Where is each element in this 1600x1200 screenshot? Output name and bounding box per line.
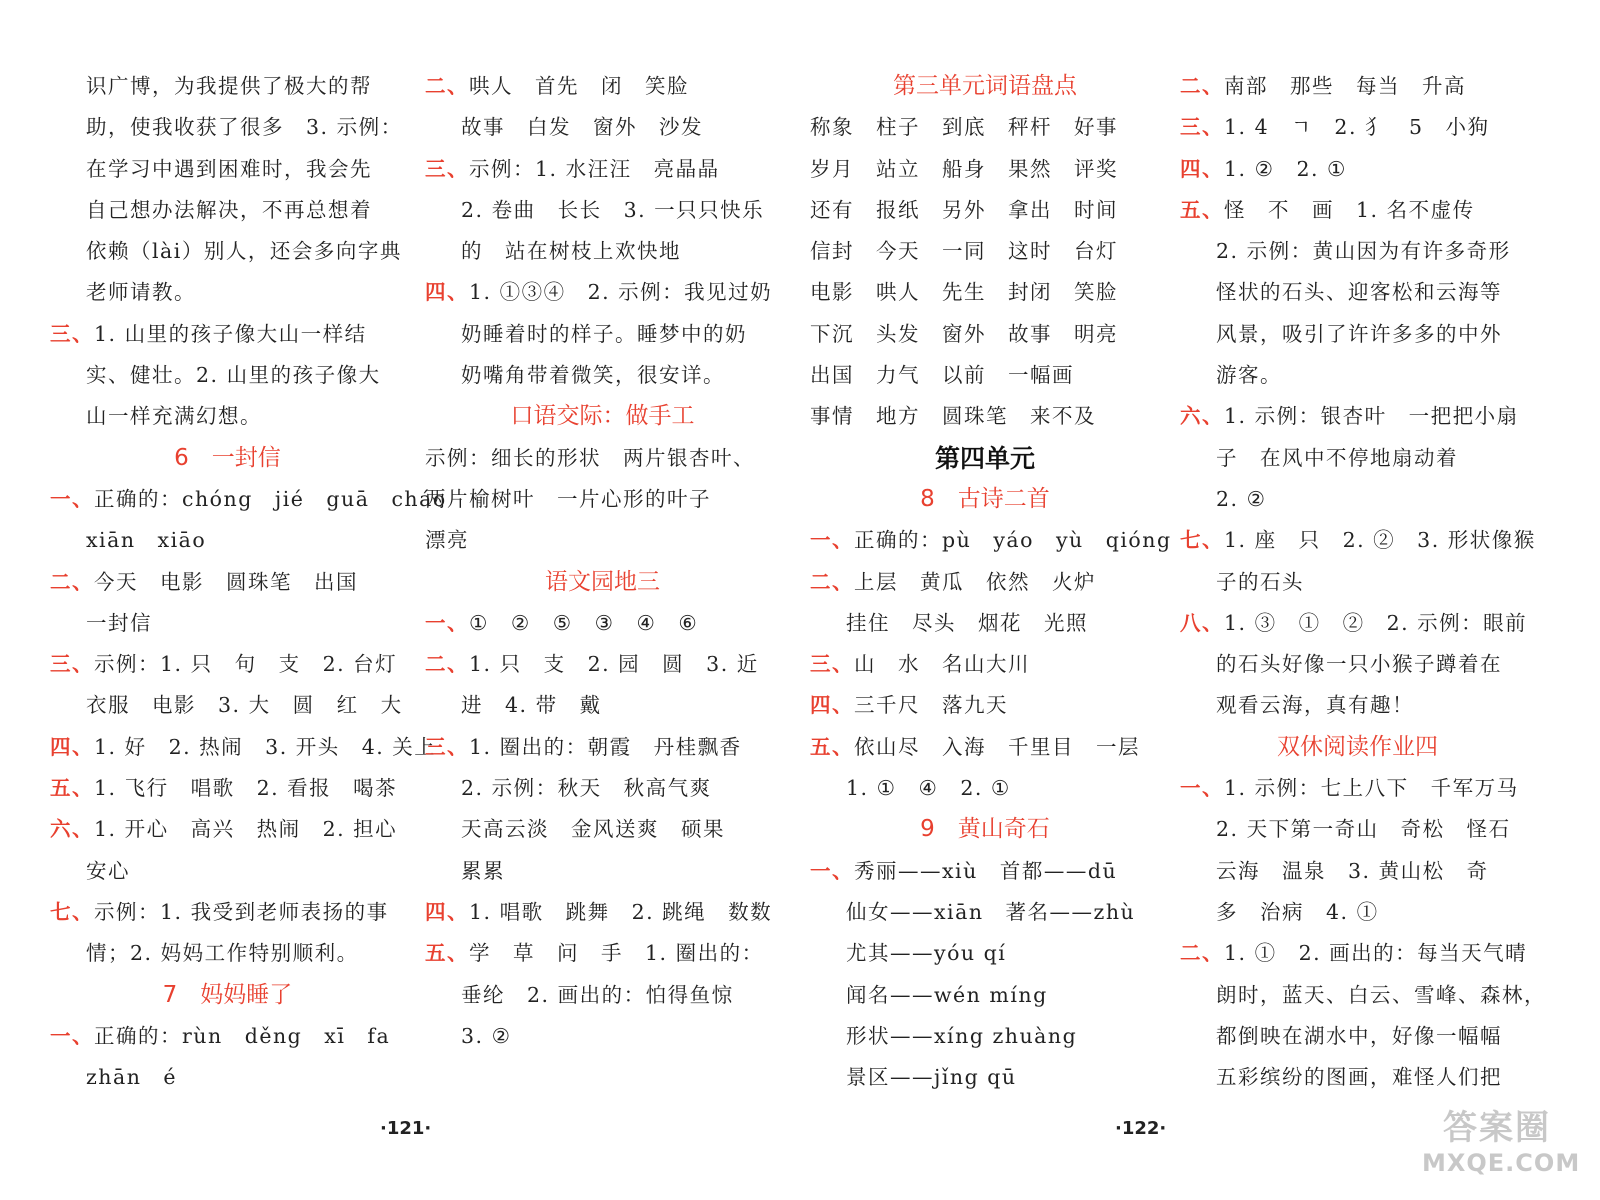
answer-line <box>425 355 780 396</box>
item-marker: 五、 <box>810 734 854 759</box>
answer-item <box>1180 190 1535 231</box>
answer-text: 示例：1. 水汪汪 亮晶晶 <box>469 156 720 181</box>
answer-text: 山一样充满幻想。 <box>86 404 262 429</box>
column-4 <box>1180 66 1546 1098</box>
item-marker: 三、 <box>1180 115 1224 140</box>
section-heading: 双休阅读作业四 <box>1277 733 1438 760</box>
answer-text: 2. 天下第一奇山 奇松 怪石 <box>1216 817 1511 842</box>
item-marker: 二、 <box>1180 941 1224 966</box>
answer-text: 仙女——xiān 著名——zhù <box>846 899 1136 924</box>
answer-text: 山 水 名山大川 <box>854 652 1030 677</box>
section-heading: 6 一封信 <box>174 444 281 471</box>
answer-text: 挂住 尽头 烟花 光照 <box>846 610 1088 635</box>
answer-line <box>1180 355 1535 396</box>
item-marker: 一、 <box>50 1023 94 1048</box>
answer-line <box>810 396 1160 437</box>
answer-text: 故事 白发 窗外 沙发 <box>461 115 703 140</box>
answer-text: 哄人 首先 闭 笑脸 <box>469 74 689 98</box>
answer-line <box>50 603 405 644</box>
answer-line <box>50 149 405 190</box>
answer-text: 1. ③ ① ② 2. 示例：眼前 <box>1224 610 1528 635</box>
answer-text: 多 治病 4. ① <box>1216 899 1379 924</box>
answer-text: 1. 飞行 唱歌 2. 看报 喝茶 <box>94 776 398 801</box>
answer-text: 电影 哄人 先生 封闭 笑脸 <box>810 280 1118 305</box>
item-marker: 二、 <box>425 74 469 98</box>
answer-text: 依赖（lài）别人，还会多向字典 <box>86 239 402 264</box>
answer-text: 称象 柱子 到底 秤杆 好事 <box>810 115 1118 140</box>
answer-text: 1. 示例：七上八下 千军万马 <box>1224 776 1519 801</box>
answer-text: 识广博，为我提供了极大的帮 <box>86 74 372 98</box>
answer-item <box>425 603 780 644</box>
answer-item <box>50 314 405 355</box>
answer-item <box>50 892 405 933</box>
answer-text: 自己想办法解决，不再总想着 <box>86 197 372 222</box>
answer-text: 1. 唱歌 跳舞 2. 跳绳 数数 <box>469 899 773 924</box>
answer-line <box>50 1057 405 1098</box>
item-marker: 五、 <box>1180 197 1224 222</box>
answer-item <box>425 644 780 685</box>
answer-line <box>810 107 1160 148</box>
answer-item <box>810 851 1160 892</box>
answer-text: 1. 示例：银杏叶 一把把小扇 <box>1224 404 1519 429</box>
answer-item <box>1180 66 1535 107</box>
item-marker: 一、 <box>425 610 469 635</box>
answer-text: 怪状的石头、迎客松和云海等 <box>1216 280 1502 305</box>
answer-line <box>1180 1057 1535 1098</box>
answer-line <box>1180 314 1535 355</box>
answer-text: ① ② ⑤ ③ ④ ⑥ <box>469 610 699 635</box>
answer-line <box>425 438 780 479</box>
answer-text: 1. ① 2. 画出的：每当天气晴 <box>1224 941 1528 966</box>
column-2 <box>425 66 780 1057</box>
answer-text: 风景，吸引了许许多多的中外 <box>1216 321 1502 346</box>
answer-text: zhān é <box>86 1065 178 1090</box>
answer-line <box>1180 231 1535 272</box>
answer-item <box>1180 933 1535 974</box>
answer-text: 的石头好像一只小猴子蹲着在 <box>1216 652 1502 677</box>
answer-text: 1. 座 只 2. ② 3. 形状像猴 <box>1224 528 1536 553</box>
answer-line <box>1180 809 1535 850</box>
answer-text: 一封信 <box>86 610 152 635</box>
item-marker: 四、 <box>425 280 469 305</box>
answer-item <box>50 1016 405 1057</box>
answer-item <box>425 892 780 933</box>
item-marker: 六、 <box>50 817 94 842</box>
answer-item <box>50 479 447 520</box>
answer-line <box>50 355 405 396</box>
answer-text: 学 草 问 手 1. 圈出的： <box>469 941 764 966</box>
section-heading: 8 古诗二首 <box>920 485 1050 512</box>
answer-line <box>1180 479 1535 520</box>
answer-text: 还有 报纸 另外 拿出 时间 <box>810 197 1118 222</box>
answer-text: 五彩缤纷的图画，难怪人们把 <box>1216 1065 1502 1090</box>
answer-item <box>425 149 780 190</box>
answer-item <box>1180 149 1535 190</box>
item-marker: 三、 <box>425 734 469 759</box>
answer-line <box>50 520 405 561</box>
answer-line <box>50 685 405 726</box>
answer-item <box>50 727 437 768</box>
item-marker: 一、 <box>50 486 94 511</box>
item-marker: 二、 <box>810 569 854 594</box>
answer-text: 两片榆树叶 一片心形的叶子 <box>425 486 711 511</box>
item-marker: 三、 <box>425 156 469 181</box>
answer-text: 闻名——wén míng <box>846 982 1048 1007</box>
answer-line <box>810 314 1160 355</box>
answer-line <box>50 190 405 231</box>
answer-text: 都倒映在湖水中，好像一幅幅 <box>1216 1023 1502 1048</box>
answer-item <box>425 272 780 313</box>
answer-line <box>1180 1016 1535 1057</box>
answer-text: 正确的：rùn děng xī fa <box>94 1023 391 1048</box>
answer-text: 1. ② 2. ① <box>1224 156 1347 181</box>
answer-text: 正确的：pù yáo yù qióng <box>854 528 1172 553</box>
answer-item <box>810 644 1160 685</box>
answer-text: 信封 今天 一同 这时 台灯 <box>810 239 1118 264</box>
answer-text: 1. 山里的孩子像大山一样结 <box>94 321 367 346</box>
section-heading: 语文园地三 <box>545 568 660 595</box>
answer-text: 实、健壮。2. 山里的孩子像大 <box>86 363 381 388</box>
answer-line <box>425 520 780 561</box>
answer-line <box>1180 975 1546 1016</box>
answer-text: 游客。 <box>1216 363 1282 388</box>
answer-text: 老师请教。 <box>86 280 196 305</box>
item-marker: 五、 <box>425 941 469 966</box>
answer-text: 事情 地方 圆珠笔 来不及 <box>810 404 1096 429</box>
answer-text: 的 站在树枝上欢快地 <box>461 239 681 264</box>
answer-text: 形状——xíng zhuàng <box>846 1023 1078 1048</box>
answer-text: 1. 圈出的：朝霞 丹桂飘香 <box>469 734 742 759</box>
answer-line <box>425 107 780 148</box>
answer-text: 依山尽 入海 千里目 一层 <box>854 734 1140 759</box>
answer-item <box>810 520 1172 561</box>
answer-text: 垂纶 2. 画出的：怕得鱼惊 <box>461 982 734 1007</box>
answer-line <box>810 190 1160 231</box>
answer-line <box>50 231 405 272</box>
answer-text: 情；2. 妈妈工作特别顺利。 <box>86 941 359 966</box>
answer-line <box>810 975 1160 1016</box>
answer-text: 观看云海，真有趣！ <box>1216 693 1414 718</box>
answer-text: xiān xiāo <box>86 528 207 553</box>
answer-line <box>1180 851 1535 892</box>
answer-text: 在学习中遇到困难时，我会先 <box>86 156 372 181</box>
item-marker: 三、 <box>810 652 854 677</box>
answer-line <box>1180 644 1535 685</box>
answer-item <box>425 933 780 974</box>
answer-line <box>810 892 1160 933</box>
answer-text: 2. ② <box>1216 486 1267 511</box>
item-marker: 八、 <box>1180 610 1224 635</box>
answer-item <box>50 644 405 685</box>
answer-item <box>425 66 780 107</box>
answer-text: 2. 卷曲 长长 3. 一只只快乐 <box>461 197 765 222</box>
answer-text: 奶嘴角带着微笑，很安详。 <box>461 363 725 388</box>
answer-line <box>425 231 780 272</box>
item-marker: 三、 <box>50 321 94 346</box>
answer-text: 怪 不 画 1. 名不虚传 <box>1224 197 1475 222</box>
section-heading: 口语交际：做手工 <box>510 403 695 430</box>
answer-item <box>1180 768 1535 809</box>
item-marker: 一、 <box>1180 776 1224 801</box>
item-marker: 一、 <box>810 858 854 883</box>
answer-item <box>810 727 1160 768</box>
answer-text: 岁月 站立 船身 果然 评奖 <box>810 156 1118 181</box>
answer-text: 1. ① ④ 2. ① <box>846 776 1011 801</box>
item-marker: 四、 <box>1180 156 1224 181</box>
column-3 <box>810 66 1172 1098</box>
answer-item <box>1180 107 1535 148</box>
answer-line <box>810 149 1160 190</box>
answer-text: 南部 那些 每当 升高 <box>1224 74 1466 98</box>
answer-text: 正确的：chóng jié guā cháo <box>94 486 447 511</box>
answer-line <box>1180 272 1535 313</box>
answer-line <box>50 66 405 107</box>
answer-text: 今天 电影 圆珠笔 出国 <box>94 569 358 594</box>
item-marker: 四、 <box>50 734 94 759</box>
item-marker: 五、 <box>50 776 94 801</box>
answer-line <box>50 107 405 148</box>
item-marker: 四、 <box>425 899 469 924</box>
answer-item <box>810 562 1160 603</box>
answer-item <box>1180 603 1535 644</box>
answer-line <box>425 809 780 850</box>
answer-line <box>425 190 780 231</box>
answer-text: 1. 开心 高兴 热闹 2. 担心 <box>94 817 398 842</box>
answer-text: 奶睡着时的样子。睡梦中的奶 <box>461 321 747 346</box>
answer-line <box>425 768 780 809</box>
answer-text: 子的石头 <box>1216 569 1304 594</box>
answer-line <box>810 231 1160 272</box>
section-heading: 第三单元词语盘点 <box>893 73 1077 99</box>
answer-text: 示例：1. 只 句 支 2. 台灯 <box>94 652 398 677</box>
answer-text: 累累 <box>461 858 505 883</box>
answer-text: 2. 示例：黄山因为有许多奇形 <box>1216 239 1511 264</box>
item-marker: 六、 <box>1180 404 1224 429</box>
answer-item <box>50 768 405 809</box>
item-marker: 二、 <box>425 652 469 677</box>
answer-text: 进 4. 带 戴 <box>461 693 602 718</box>
item-marker: 一、 <box>810 528 854 553</box>
answer-line <box>1180 892 1535 933</box>
answer-text: 安心 <box>86 858 130 883</box>
answer-text: 1. 4 ㄱ 2. 犭 5 小狗 <box>1224 115 1490 140</box>
answer-text: 尤其——yóu qí <box>846 941 1007 966</box>
answer-line <box>425 975 780 1016</box>
page-number-left: ·121· <box>380 1118 432 1139</box>
answer-text: 天高云淡 金风送爽 硕果 <box>461 817 725 842</box>
answer-line <box>425 479 780 520</box>
answer-text: 三千尺 落九天 <box>854 693 1008 718</box>
answer-item <box>810 685 1160 726</box>
answer-text: 秀丽——xiù 首都——dū <box>854 858 1118 883</box>
answer-text: 示例：细长的形状 两片银杏叶、 <box>425 445 755 470</box>
unit-title: 第四单元 <box>934 443 1035 473</box>
item-marker: 四、 <box>810 693 854 718</box>
answer-text: 助，使我收获了很多 3. 示例： <box>86 115 403 140</box>
answer-item <box>425 727 780 768</box>
section-heading: 9 黄山奇石 <box>920 816 1050 843</box>
watermark-bottom: MXQE.COM <box>1422 1149 1581 1177</box>
answer-line <box>50 272 405 313</box>
answer-line <box>1180 685 1535 726</box>
answer-text: 1. 只 支 2. 园 圆 3. 近 <box>469 652 759 677</box>
answer-item <box>50 562 405 603</box>
answer-line <box>810 1016 1160 1057</box>
answer-line <box>50 396 405 437</box>
watermark-logo <box>1422 1100 1581 1180</box>
answer-line <box>1180 562 1535 603</box>
answer-item <box>1180 396 1535 437</box>
answer-text: 1. 好 2. 热闹 3. 开头 4. 关上 <box>94 734 437 759</box>
answer-text: 漂亮 <box>425 528 469 553</box>
answer-text: 景区——jǐng qū <box>846 1065 1017 1090</box>
answer-line <box>425 1016 780 1057</box>
watermark-top: 答案圈 <box>1443 1108 1551 1148</box>
answer-line <box>810 933 1160 974</box>
answer-text: 朗时，蓝天、白云、雪峰、森林， <box>1216 982 1546 1007</box>
answer-text: 云海 温泉 3. 黄山松 奇 <box>1216 858 1489 883</box>
answer-text: 上层 黄瓜 依然 火炉 <box>854 569 1096 594</box>
section-heading: 7 妈妈睡了 <box>162 981 293 1008</box>
answer-line <box>425 685 780 726</box>
answer-text: 示例：1. 我受到老师表扬的事 <box>94 899 389 924</box>
item-marker: 七、 <box>1180 528 1224 553</box>
answer-text: 下沉 头发 窗外 故事 明亮 <box>810 321 1118 346</box>
item-marker: 七、 <box>50 899 94 924</box>
answer-line <box>810 768 1160 809</box>
answer-text: 1. ①③④ 2. 示例：我见过奶 <box>469 280 773 305</box>
answer-line <box>1180 438 1535 479</box>
answer-line <box>810 1057 1160 1098</box>
answer-line <box>50 851 405 892</box>
answer-line <box>810 603 1160 644</box>
item-marker: 二、 <box>50 569 94 594</box>
answer-line <box>810 355 1160 396</box>
answer-line <box>425 851 780 892</box>
answer-text: 2. 示例：秋天 秋高气爽 <box>461 776 712 801</box>
answer-text: 子 在风中不停地扇动着 <box>1216 445 1458 470</box>
answer-line <box>50 933 405 974</box>
item-marker: 二、 <box>1180 74 1224 98</box>
answer-text: 衣服 电影 3. 大 圆 红 大 <box>86 693 403 718</box>
answer-item <box>50 809 405 850</box>
answer-line <box>425 314 780 355</box>
item-marker: 三、 <box>50 652 94 677</box>
answer-text: 出国 力气 以前 一幅画 <box>810 363 1074 388</box>
answer-line <box>810 272 1160 313</box>
answer-item <box>1180 520 1535 561</box>
answer-text: 3. ② <box>461 1023 512 1048</box>
page-number-right: ·122· <box>1115 1118 1167 1139</box>
